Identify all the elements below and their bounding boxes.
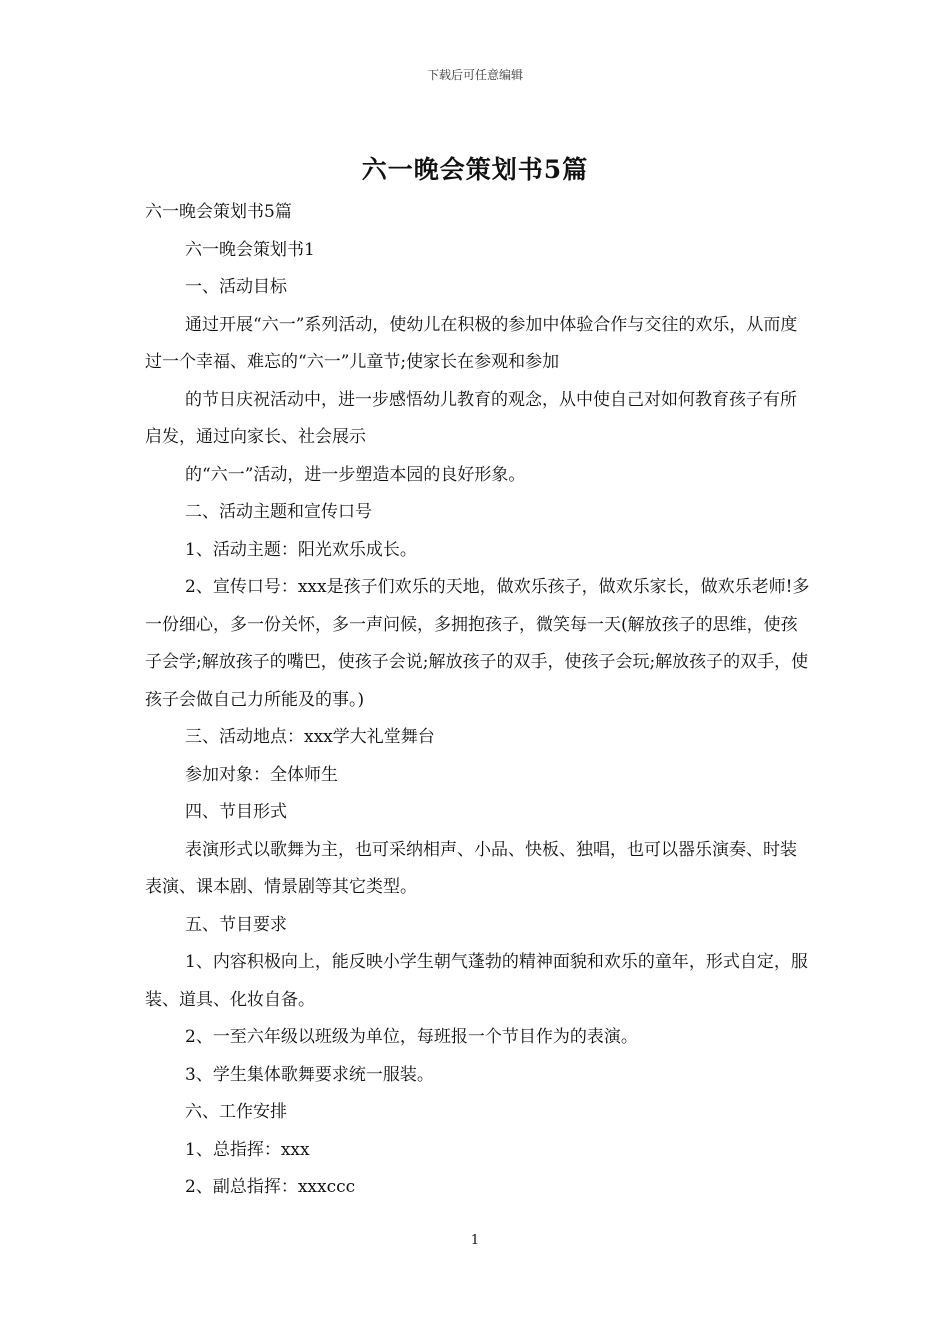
paragraph: 2、宣传口号：xxx是孩子们欢乐的天地，做欢乐孩子，做欢乐家长，做欢乐老师!多一份细心，多一份关怀，多一声问候，多拥抱孩子，微笑每一天(解放孩子的思维，使孩子会学;解放孩子的嘴巴，使孩子会说;解放孩子的双手，使孩子会玩;解放孩子的双手，使孩子会做自己力所能及的事。) (145, 577, 810, 710)
paragraph: 1、内容积极向上，能反映小学生朝气蓬勃的精神面貌和欢乐的童年，形式自定，服装、道具、化妆自备。 (145, 952, 808, 1010)
paragraph: 六一晚会策划书1 (185, 239, 315, 260)
page-number: 1 (470, 1233, 480, 1248)
section-heading: 五、节目要求 (185, 914, 287, 935)
section-heading: 四、节目形式 (185, 802, 287, 822)
document-body (145, 194, 810, 1207)
paragraph: 三、活动地点：xxx学大礼堂舞台 (185, 727, 435, 747)
section-heading: 一、活动目标 (185, 277, 287, 297)
paragraph: 3、学生集体歌舞要求统一服装。 (185, 1064, 434, 1085)
paragraph: 的节日庆祝活动中，进一步感悟幼儿教育的观念，从中使自己对如何教育孩子有所启发，通过向家长、社会展示 (145, 389, 797, 447)
paragraph: 表演形式以歌舞为主，也可采纳相声、小品、快板、独唱，也可以器乐演奏、时装表演、课本剧、情景剧等其它类型。 (145, 839, 797, 897)
paragraph: 2、副总指挥：xxxccc (185, 1177, 356, 1197)
paragraph: 六一晚会策划书5篇 (145, 202, 292, 222)
paragraph: 的“六一”活动，进一步塑造本园的良好形象。 (185, 464, 526, 485)
paragraph: 通过开展“六一”系列活动，使幼儿在积极的参加中体验合作与交往的欢乐，从而度过一个幸福、难忘的“六一”儿童节;使家长在参观和参加 (145, 314, 798, 372)
section-heading: 六、工作安排 (185, 1102, 287, 1122)
paragraph: 参加对象：全体师生 (185, 764, 338, 785)
paragraph: 2、一至六年级以班级为单位，每班报一个节目作为的表演。 (185, 1027, 638, 1047)
paragraph: 1、总指挥：xxx (185, 1139, 310, 1160)
section-heading: 二、活动主题和宣传口号 (185, 502, 372, 522)
document-title: 六一晚会策划书5篇 (361, 155, 589, 184)
page-header: 下载后可任意编辑 (426, 68, 523, 82)
paragraph: 1、活动主题：阳光欢乐成长。 (185, 539, 417, 560)
